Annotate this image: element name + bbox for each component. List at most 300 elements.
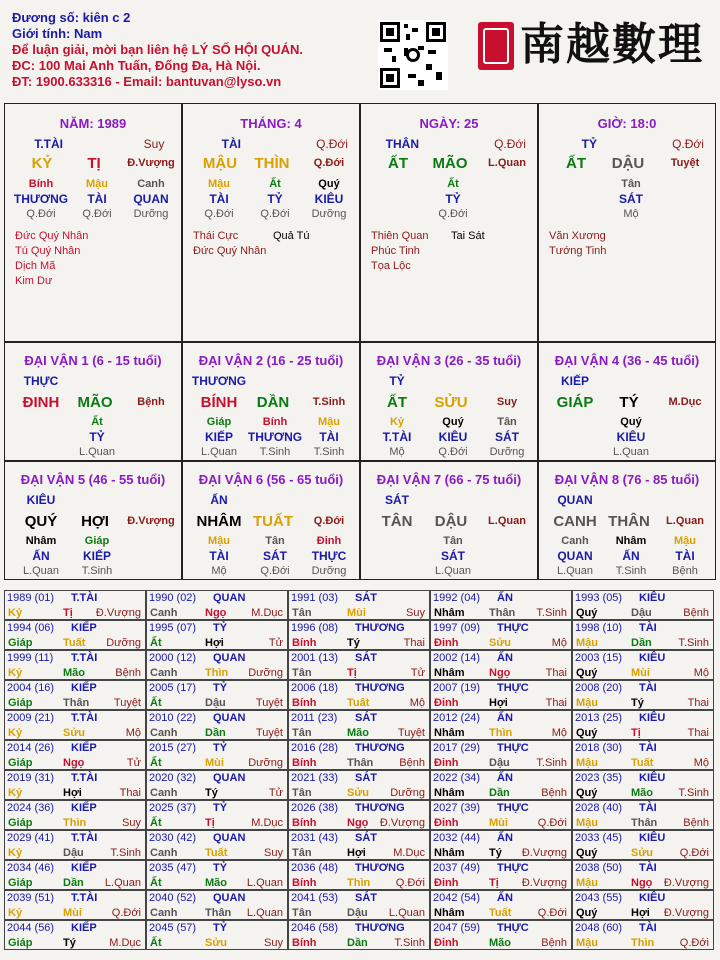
year-cell[interactable] xyxy=(430,590,572,620)
year-label: 2023 (35) xyxy=(575,772,623,784)
year-cell[interactable] xyxy=(146,740,288,770)
year-cell[interactable] xyxy=(430,830,572,860)
pillar-cell xyxy=(182,103,360,342)
hidden-state: T.Sinh xyxy=(313,446,345,458)
year-stem: Đinh xyxy=(434,877,459,889)
year-state: Bệnh xyxy=(541,937,567,949)
year-cell[interactable] xyxy=(572,710,714,740)
year-state: Mộ xyxy=(409,697,425,709)
year-label: 2038 (50) xyxy=(575,862,623,874)
dai-van-cell xyxy=(182,461,360,580)
year-cell[interactable] xyxy=(288,650,430,680)
year-state: L.Quan xyxy=(246,907,283,919)
year-state: L.Quan xyxy=(104,877,141,889)
year-god: THỰC xyxy=(497,682,529,694)
dai-van-stem: QUÝ xyxy=(24,513,58,530)
year-branch: Tị xyxy=(489,877,499,889)
year-cell[interactable] xyxy=(146,920,288,950)
year-cell[interactable] xyxy=(4,740,146,770)
year-cell[interactable] xyxy=(4,590,146,620)
dai-van-title: ĐẠI VẬN 3 (26 - 35 tuổi) xyxy=(376,353,522,368)
year-stem: Ất xyxy=(150,697,162,709)
address-line: ĐC: 100 Mai Anh Tuấn, Đống Đa, Hà Nội. xyxy=(12,58,261,73)
dai-van-branch: DẦN xyxy=(256,394,290,411)
year-stem: Đinh xyxy=(434,817,459,829)
year-stem: Quý xyxy=(576,727,598,739)
year-cell[interactable] xyxy=(288,710,430,740)
hidden-stem: Giáp xyxy=(206,416,232,428)
year-stem: Tân xyxy=(292,847,312,859)
dai-van-god: TỶ xyxy=(389,374,405,388)
dai-van-god: ẤN xyxy=(210,493,228,507)
heavenly-stem: KỶ xyxy=(31,155,53,172)
year-branch: Mùi xyxy=(489,817,508,829)
year-stem: Tân xyxy=(292,787,312,799)
heavenly-stem: ẤT xyxy=(388,155,408,172)
hidden-god: TÀI xyxy=(209,192,229,206)
year-god: KIẾP xyxy=(71,742,97,754)
year-stem: Nhâm xyxy=(434,727,465,739)
year-state: T.Sinh xyxy=(536,757,567,769)
year-label: 2046 (58) xyxy=(291,922,339,934)
year-cell[interactable] xyxy=(146,770,288,800)
year-god: TÀI xyxy=(639,622,657,634)
year-god: KIÊU xyxy=(639,592,666,604)
year-branch: Dần xyxy=(489,787,510,799)
year-god: KIẾP xyxy=(71,922,97,934)
year-label: 1993 (05) xyxy=(575,592,623,604)
year-cell[interactable] xyxy=(430,920,572,950)
year-god: KIÊU xyxy=(639,772,666,784)
year-stem: Nhâm xyxy=(434,667,465,679)
hidden-stem: Bính xyxy=(28,178,54,190)
year-stem: Bính xyxy=(292,637,317,649)
year-stem: Bính xyxy=(292,757,317,769)
year-branch: Dậu xyxy=(63,847,84,859)
year-branch: Sửu xyxy=(489,637,512,649)
phone-email-line[interactable]: ĐT: 1900.633316 - Email: bantuvan@lyso.vn xyxy=(12,74,282,89)
year-branch: Hợi xyxy=(205,637,224,649)
hidden-god: THƯƠNG xyxy=(247,430,303,444)
year-branch: Mùi xyxy=(205,757,224,769)
year-cell[interactable] xyxy=(288,890,430,920)
year-label: 2027 (39) xyxy=(433,802,481,814)
year-god: ẤN xyxy=(497,772,513,784)
owner-info xyxy=(12,10,303,90)
year-label: 1989 (01) xyxy=(7,592,55,604)
hidden-state: Dưỡng xyxy=(489,446,525,458)
year-label: 2033 (45) xyxy=(575,832,623,844)
year-god: QUAN xyxy=(213,772,246,784)
stem-god: TÀI xyxy=(221,137,241,151)
year-god: KIẾP xyxy=(71,622,97,634)
year-cell[interactable] xyxy=(288,740,430,770)
year-cell[interactable] xyxy=(146,890,288,920)
year-god: QUAN xyxy=(213,652,246,664)
qr-code-icon[interactable] xyxy=(378,20,448,90)
year-branch: Sửu xyxy=(63,727,86,739)
year-state: T.Sinh xyxy=(678,637,709,649)
year-state: Dưỡng xyxy=(106,637,141,649)
year-state: L.Quan xyxy=(388,907,425,919)
year-state: Dưỡng xyxy=(248,757,283,769)
dai-van-branch: TÝ xyxy=(619,394,639,411)
hidden-state: Q.Đới xyxy=(82,208,112,220)
star-item: Phúc Tinh xyxy=(371,245,420,257)
year-cell[interactable] xyxy=(572,830,714,860)
year-cell[interactable] xyxy=(4,770,146,800)
year-stem: Bính xyxy=(292,817,317,829)
earthly-branch: MÃO xyxy=(432,155,468,172)
stem-god: T.TÀI xyxy=(34,137,63,151)
year-stem: Kỷ xyxy=(8,787,23,799)
year-stem: Giáp xyxy=(8,817,33,829)
year-cell[interactable] xyxy=(288,770,430,800)
earthly-branch: DẬU xyxy=(611,155,645,172)
year-cell[interactable] xyxy=(430,890,572,920)
year-cell[interactable] xyxy=(288,920,430,950)
year-stem: Nhâm xyxy=(434,847,465,859)
year-stem: Đinh xyxy=(434,637,459,649)
dai-van-cell xyxy=(538,461,716,580)
hidden-god: TÀI xyxy=(319,430,339,444)
year-god: T.TÀI xyxy=(71,592,98,604)
dai-van-branch: MÃO xyxy=(77,394,113,411)
year-stem: Tân xyxy=(292,607,312,619)
year-branch: Thìn xyxy=(631,937,655,949)
year-stem: Kỷ xyxy=(8,847,23,859)
year-cell[interactable] xyxy=(572,590,714,620)
year-god: ẤN xyxy=(497,832,513,844)
year-state: T.Sinh xyxy=(678,787,709,799)
year-stem: Bính xyxy=(292,937,317,949)
year-god: T.TÀI xyxy=(71,832,98,844)
year-cell[interactable] xyxy=(146,680,288,710)
year-god: QUAN xyxy=(213,832,246,844)
hidden-stem: Quý xyxy=(442,416,464,428)
pillar-title: NGÀY: 25 xyxy=(419,116,479,131)
year-state: Thai xyxy=(687,727,709,739)
year-branch: Mão xyxy=(489,937,511,949)
year-branch: Tý xyxy=(205,787,218,799)
year-cell[interactable] xyxy=(146,800,288,830)
year-branch: Thân xyxy=(489,607,516,619)
year-stem: Canh xyxy=(150,607,178,619)
dai-van-branch: SỬU xyxy=(434,394,468,411)
year-cell[interactable] xyxy=(4,800,146,830)
year-label: 2041 (53) xyxy=(291,892,339,904)
year-cell[interactable] xyxy=(430,620,572,650)
year-cell[interactable] xyxy=(4,830,146,860)
year-state: Đ.Vượng xyxy=(95,607,141,619)
hidden-state: Q.Đới xyxy=(260,208,290,220)
year-cell[interactable] xyxy=(146,830,288,860)
hidden-stem: Giáp xyxy=(84,535,110,547)
year-stem: Mậu xyxy=(576,937,598,949)
hidden-stem: Nhâm xyxy=(615,535,647,547)
year-stem: Canh xyxy=(150,667,178,679)
year-stem: Giáp xyxy=(8,937,33,949)
year-cell[interactable] xyxy=(288,590,430,620)
year-branch: Tị xyxy=(63,607,73,619)
year-cell[interactable] xyxy=(430,800,572,830)
year-cell[interactable] xyxy=(288,830,430,860)
year-god: QUAN xyxy=(213,892,246,904)
star-item: Văn Xương xyxy=(549,230,606,242)
year-label: 2016 (28) xyxy=(291,742,339,754)
year-label: 2012 (24) xyxy=(433,712,481,724)
hidden-god: TÀI xyxy=(675,549,695,563)
year-cell[interactable] xyxy=(146,590,288,620)
year-label: 2034 (46) xyxy=(7,862,55,874)
year-label: 2001 (13) xyxy=(291,652,339,664)
hidden-state: L.Quan xyxy=(434,565,472,577)
year-branch: Tị xyxy=(205,817,215,829)
branch-state: Đ.Vượng xyxy=(127,157,175,169)
year-cell[interactable] xyxy=(430,770,572,800)
star-item: Tướng Tinh xyxy=(549,245,607,257)
year-state: Tử xyxy=(410,667,425,679)
contact-line: Để luận giải, mời bạn liên hệ LÝ SỐ HỘI QUÁN. xyxy=(12,42,303,57)
hidden-god: THƯƠNG xyxy=(13,192,69,206)
stem-god-right: Q.Đới xyxy=(672,137,704,151)
year-label: 2028 (40) xyxy=(575,802,623,814)
year-branch: Tý xyxy=(631,697,644,709)
year-god: THỰC xyxy=(497,742,529,754)
hidden-state: L.Quan xyxy=(556,565,594,577)
year-state: Suy xyxy=(264,847,283,859)
year-state: Thai xyxy=(545,697,567,709)
year-branch: Tuất xyxy=(63,637,86,649)
hidden-god: QUAN xyxy=(133,192,169,206)
dai-van-god: THƯƠNG xyxy=(191,374,247,388)
pillar-title: NĂM: 1989 xyxy=(59,116,127,131)
hidden-stem: Canh xyxy=(137,178,165,190)
year-god: TỶ xyxy=(213,922,228,934)
dai-van-stem: CANH xyxy=(553,513,597,530)
star-item: Tọa Lộc xyxy=(371,260,411,272)
year-cell[interactable] xyxy=(288,800,430,830)
dai-van-title: ĐẠI VẬN 4 (36 - 45 tuổi) xyxy=(554,353,700,368)
year-cell[interactable] xyxy=(4,710,146,740)
year-label: 1992 (04) xyxy=(433,592,481,604)
year-branch: Sửu xyxy=(631,847,654,859)
year-stem: Tân xyxy=(292,727,312,739)
year-branch: Thân xyxy=(205,907,232,919)
year-cell[interactable] xyxy=(146,860,288,890)
year-label: 2004 (16) xyxy=(7,682,55,694)
dai-van-cell xyxy=(360,342,538,461)
year-cell[interactable] xyxy=(288,680,430,710)
hidden-stem: Tân xyxy=(621,178,641,190)
heavenly-stem: MẬU xyxy=(202,155,238,172)
year-cell[interactable] xyxy=(430,650,572,680)
year-branch: Thìn xyxy=(205,667,229,679)
year-state: Tuyệt xyxy=(255,697,283,709)
dai-van-state: L.Quan xyxy=(666,515,704,527)
dai-van-state: Suy xyxy=(496,396,518,408)
year-state: Đ.Vượng xyxy=(663,907,709,919)
year-label: 2015 (27) xyxy=(149,742,197,754)
year-cell[interactable] xyxy=(572,680,714,710)
year-state: M.Dục xyxy=(251,607,283,619)
year-god: THỰC xyxy=(497,622,529,634)
year-branch: Mão xyxy=(205,877,227,889)
year-god: T.TÀI xyxy=(71,652,98,664)
hidden-god: THỰC xyxy=(311,549,347,563)
year-cell[interactable] xyxy=(572,620,714,650)
year-stem: Kỷ xyxy=(8,607,23,619)
year-god: KIÊU xyxy=(639,832,666,844)
hidden-stem: Ất xyxy=(91,416,103,428)
hidden-god: TỶ xyxy=(445,192,461,206)
year-state: Bệnh xyxy=(541,787,567,799)
year-stem: Nhâm xyxy=(434,787,465,799)
year-branch: Thìn xyxy=(489,727,513,739)
hidden-stem: Tân xyxy=(443,535,463,547)
hidden-state: Mộ xyxy=(623,208,639,220)
hidden-state: T.Sinh xyxy=(81,565,113,577)
year-stem: Đinh xyxy=(434,937,459,949)
year-stem: Mậu xyxy=(576,757,598,769)
year-god: KIÊU xyxy=(639,892,666,904)
year-cell[interactable] xyxy=(146,620,288,650)
stem-god-right: Suy xyxy=(143,137,165,151)
dai-van-cell xyxy=(360,461,538,580)
year-stem: Ất xyxy=(150,757,162,769)
year-cell[interactable] xyxy=(146,710,288,740)
year-god: KIẾP xyxy=(71,682,97,694)
hidden-state: Q.Đới xyxy=(26,208,56,220)
hidden-state: L.Quan xyxy=(612,446,650,458)
year-branch: Tị xyxy=(631,727,641,739)
year-cell[interactable] xyxy=(430,680,572,710)
stem-god-right: Q.Đới xyxy=(494,137,526,151)
year-state: Tuyệt xyxy=(397,727,425,739)
year-label: 2018 (30) xyxy=(575,742,623,754)
year-state: Suy xyxy=(122,817,141,829)
year-branch: Tý xyxy=(63,937,76,949)
year-label: 2029 (41) xyxy=(7,832,55,844)
year-branch: Ngọ xyxy=(205,607,227,619)
year-god: THƯƠNG xyxy=(355,682,405,694)
hidden-stem: Mậu xyxy=(674,535,696,547)
year-cell[interactable] xyxy=(4,620,146,650)
year-cell[interactable] xyxy=(4,680,146,710)
year-state: Thai xyxy=(403,637,425,649)
year-label: 2048 (60) xyxy=(575,922,623,934)
year-cell[interactable] xyxy=(4,890,146,920)
dai-van-title: ĐẠI VẬN 2 (16 - 25 tuổi) xyxy=(198,353,344,368)
hidden-stem: Nhâm xyxy=(25,535,57,547)
star-item: Kim Dư xyxy=(15,275,53,287)
year-state: Đ.Vượng xyxy=(379,817,425,829)
hidden-stem: Tân xyxy=(265,535,285,547)
year-branch: Hợi xyxy=(489,697,508,709)
year-cell[interactable] xyxy=(572,800,714,830)
hidden-god: TỶ xyxy=(267,192,283,206)
year-stem: Ất xyxy=(150,817,162,829)
year-cell[interactable] xyxy=(572,740,714,770)
dai-van-branch: HỢI xyxy=(81,513,109,530)
year-cell[interactable] xyxy=(430,740,572,770)
year-god: SÁT xyxy=(355,652,377,664)
year-god: T.TÀI xyxy=(71,772,98,784)
year-cell[interactable] xyxy=(146,650,288,680)
year-cell[interactable] xyxy=(430,860,572,890)
hidden-god: KIẾP xyxy=(82,549,111,563)
year-cell[interactable] xyxy=(572,770,714,800)
year-branch: Ngọ xyxy=(631,877,653,889)
star-item: Dịch Mã xyxy=(15,260,56,272)
year-cell[interactable] xyxy=(572,890,714,920)
year-branch: Dậu xyxy=(347,907,368,919)
year-branch: Thân xyxy=(347,757,374,769)
year-cell[interactable] xyxy=(4,860,146,890)
hidden-state: L.Quan xyxy=(200,446,238,458)
year-state: Đ.Vượng xyxy=(521,877,567,889)
year-state: Tử xyxy=(126,757,141,769)
hidden-stem: Canh xyxy=(561,535,589,547)
year-stem: Canh xyxy=(150,847,178,859)
year-cell[interactable] xyxy=(4,650,146,680)
year-stem: Bính xyxy=(292,697,317,709)
year-branch: Thân xyxy=(631,817,658,829)
dai-van-state: Đ.Vượng xyxy=(127,515,175,527)
year-branch: Ngọ xyxy=(63,757,85,769)
year-stem: Mậu xyxy=(576,877,598,889)
year-god: TỶ xyxy=(213,682,228,694)
hidden-god: KIÊU xyxy=(438,430,468,444)
year-cell[interactable] xyxy=(572,920,714,950)
year-god: TÀI xyxy=(639,802,657,814)
year-branch: Tý xyxy=(347,637,360,649)
year-state: Tuyệt xyxy=(255,727,283,739)
year-cell[interactable] xyxy=(4,920,146,950)
year-label: 2043 (55) xyxy=(575,892,623,904)
year-branch: Tý xyxy=(489,847,502,859)
year-state: Dưỡng xyxy=(390,787,425,799)
year-cell[interactable] xyxy=(288,620,430,650)
year-label: 2011 (23) xyxy=(291,712,338,724)
hidden-stem: Mậu xyxy=(208,535,230,547)
year-label: 1998 (10) xyxy=(575,622,623,634)
year-state: Thai xyxy=(545,667,567,679)
year-cell[interactable] xyxy=(572,650,714,680)
year-stem: Giáp xyxy=(8,637,33,649)
year-label: 1991 (03) xyxy=(291,592,339,604)
year-label: 2017 (29) xyxy=(433,742,481,754)
year-label: 1996 (08) xyxy=(291,622,339,634)
hidden-state: Dưỡng xyxy=(133,208,169,220)
year-label: 1994 (06) xyxy=(7,622,55,634)
year-branch: Hợi xyxy=(347,847,366,859)
year-branch: Ngọ xyxy=(347,817,369,829)
year-god: SÁT xyxy=(355,712,377,724)
year-stem: Quý xyxy=(576,787,598,799)
year-label: 2032 (44) xyxy=(433,832,481,844)
year-cell[interactable] xyxy=(288,860,430,890)
hidden-god: SÁT xyxy=(495,430,519,444)
year-label: 2035 (47) xyxy=(149,862,197,874)
year-god: TỶ xyxy=(213,802,228,814)
year-stem: Tân xyxy=(292,667,312,679)
year-cell[interactable] xyxy=(572,860,714,890)
year-state: Q.Đới xyxy=(679,937,709,949)
year-god: TỶ xyxy=(213,862,228,874)
year-cell[interactable] xyxy=(430,710,572,740)
year-branch: Hợi xyxy=(631,907,650,919)
